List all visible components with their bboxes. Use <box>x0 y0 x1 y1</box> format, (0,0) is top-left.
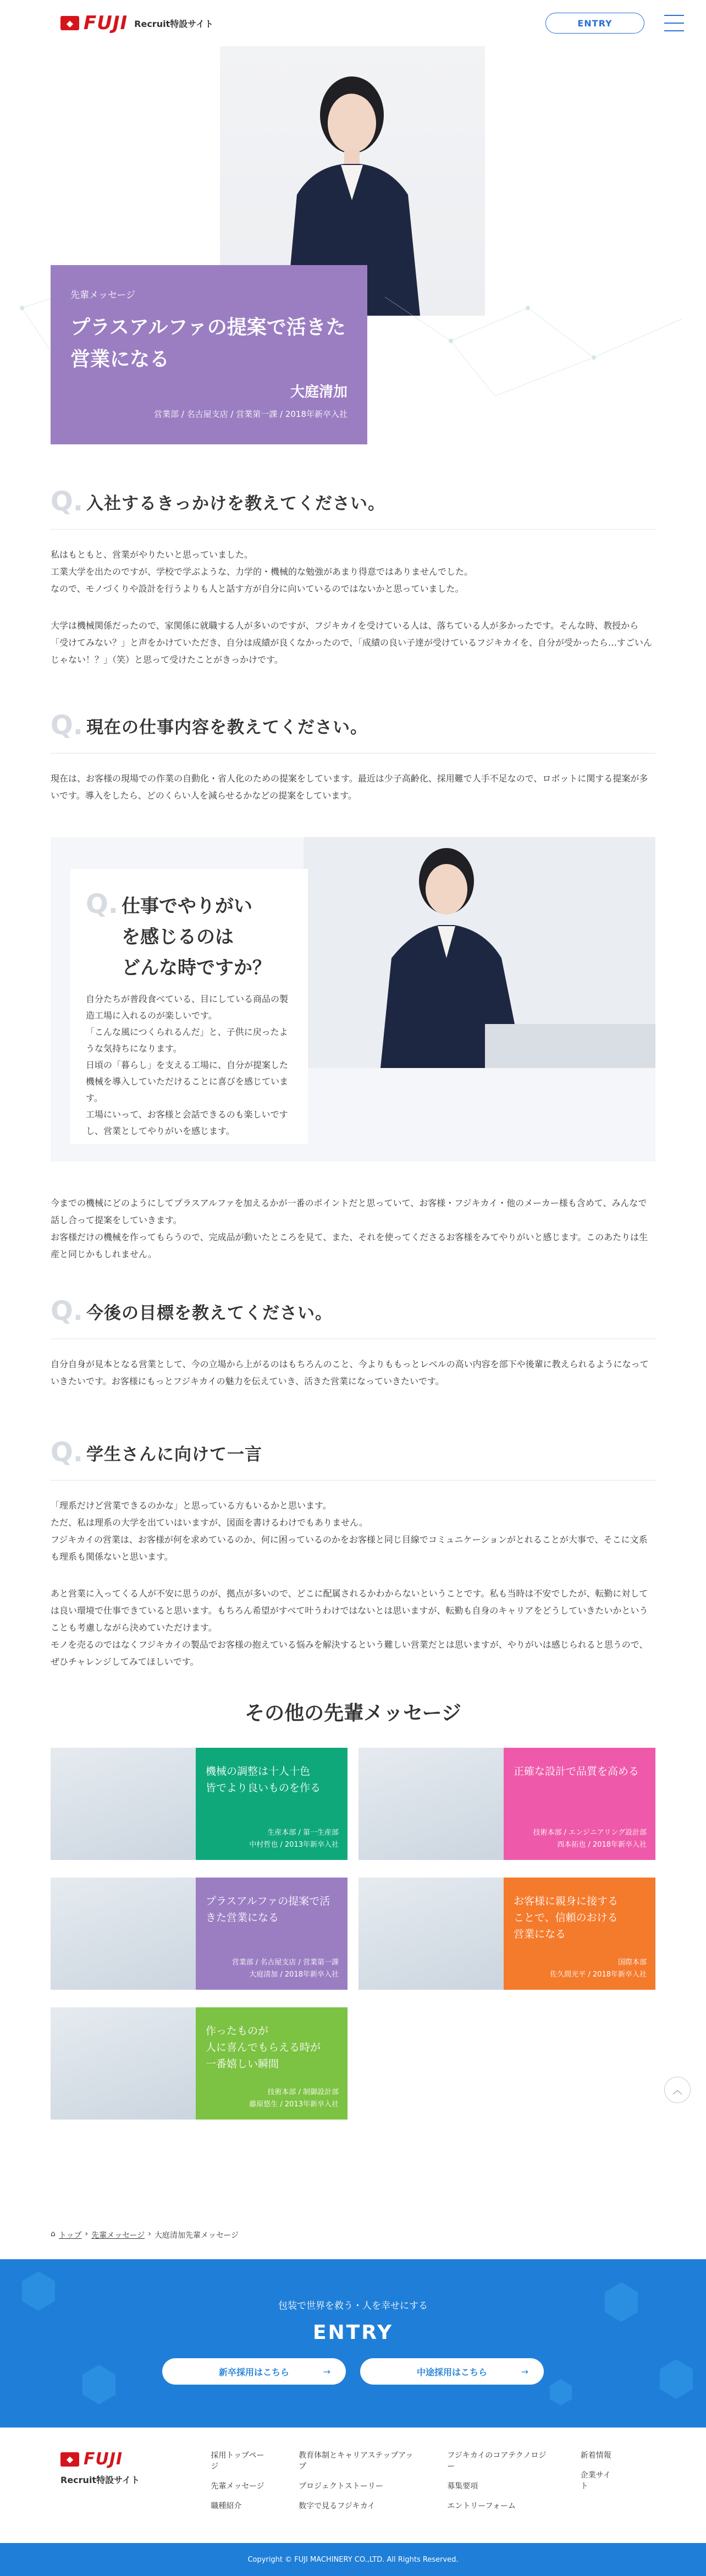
breadcrumb-home[interactable]: トップ <box>58 2231 82 2240</box>
question-title: 現在の仕事内容を教えてください。 <box>86 717 368 737</box>
footer-link[interactable]: エントリーフォーム <box>447 2502 516 2511</box>
card-dept: 技術本部 / 制御設計部 藤原悠生 / 2013年新卒入社 <box>249 2088 339 2109</box>
card-title: プラスアルファの提案で活 きた営業になる <box>206 1895 330 1924</box>
card-title: 機械の調整は十人十色 皆でより良いものを作る <box>206 1765 321 1794</box>
mid-career-entry-button[interactable] <box>360 2358 544 2385</box>
card-photo <box>358 1878 504 1990</box>
other-messages-grid <box>51 1748 655 2120</box>
card-box <box>196 1748 348 1860</box>
answer-paragraph: 「理系だけど営業できるのかな」と思っている方もいるかと思います。 ただ、私は理系の大学を出ていはいますが、図面を書けるわけでもありません。 フジキカイの営業は、お客様が何を求めているのか、何に困っているのかをお客様と同じ目線でコミュニケーションがとれることが大事で、そこに文系も理系も関係ないと思います。 <box>51 1500 648 1562</box>
fuji-emblem-icon: ◆ <box>60 2452 79 2467</box>
question-title: 今後の目標を教えてください。 <box>86 1303 333 1323</box>
logo-text: FUJI <box>84 12 128 34</box>
message-card[interactable] <box>51 2007 348 2120</box>
message-card[interactable] <box>51 1878 348 1990</box>
card-box <box>196 2007 348 2120</box>
breadcrumb-parent[interactable]: 先輩メッセージ <box>91 2231 145 2240</box>
card-photo <box>358 1748 504 1860</box>
site-header <box>0 0 706 46</box>
hero-tag: 先輩メッセージ <box>70 290 135 301</box>
hero <box>0 0 706 443</box>
message-card[interactable] <box>51 1748 348 1860</box>
footer-link[interactable]: 数字で見るフジキカイ <box>299 2502 376 2511</box>
header-entry-button[interactable]: ENTRY <box>545 13 644 34</box>
footer-links-col2 <box>299 2450 420 2543</box>
card-dept: 生産本部 / 第一生産部 中村哲也 / 2013年新卒入社 <box>249 1829 339 1849</box>
feature-photo <box>304 837 655 1068</box>
logo-text: FUJI <box>84 2450 123 2469</box>
qa-section-3 <box>51 1298 655 1390</box>
q-mark: Q. <box>51 1437 84 1468</box>
footer-links-col3 <box>447 2450 553 2543</box>
hexagon-pattern <box>0 2259 706 2428</box>
qa-section-4 <box>51 1439 655 1670</box>
logo-subtitle: Recruit特設サイト <box>134 18 214 29</box>
site-logo[interactable] <box>60 12 213 34</box>
footer-link[interactable]: フジキカイのコアテクノロジー <box>447 2451 547 2471</box>
footer-link[interactable]: 新着情報 <box>580 2451 611 2460</box>
message-card[interactable] <box>358 1748 655 1860</box>
fuji-emblem-icon: ◆ <box>60 16 79 30</box>
entry-band <box>0 2259 706 2428</box>
feature-block <box>51 837 655 1162</box>
footer-links-col1 <box>211 2450 271 2543</box>
q-mark: Q. <box>51 710 84 741</box>
arrow-right-icon: → <box>521 2366 528 2377</box>
hamburger-menu-icon[interactable] <box>664 15 684 31</box>
answer-paragraph: 私はもともと、営業がやりたいと思っていました。 工業大学を出たのですが、学校で学ぶような、力学的・機械的な勉強があまり得意ではありませんでした。 なので、モノづくりや設計を行うよりも人と話す方が自分に向いているのではないかと思っていました。 <box>51 549 473 594</box>
entry-subtitle: 包装で世界を救う・人を幸せにする <box>278 2300 428 2311</box>
footer-logo[interactable] <box>60 2450 211 2469</box>
card-title: お客様に親身に接する ことで、信頼のおける 営業になる <box>514 1895 619 1940</box>
card-photo <box>51 1748 196 1860</box>
footer-link[interactable]: 採用トップページ <box>211 2451 264 2471</box>
after-feature-section <box>51 1195 655 1263</box>
card-title: 作ったものが 人に喜んでもらえる時が 一番嬉しい瞬間 <box>206 2025 321 2070</box>
hero-message-card <box>51 265 367 444</box>
breadcrumb-separator: › <box>148 2230 151 2238</box>
q-mark: Q. <box>51 1296 84 1326</box>
feature-portrait-illustration <box>304 837 655 1068</box>
card-dept: 技術本部 / エンジニアリング設計部 西本拓也 / 2018年新卒入社 <box>533 1829 647 1849</box>
other-messages-title: その他の先輩メッセージ <box>245 1702 461 1725</box>
back-to-top-button[interactable]: ︿ <box>664 2077 691 2103</box>
breadcrumb-separator: › <box>85 2230 89 2238</box>
card-box <box>504 1878 655 1990</box>
question-title: 入社するきっかけを教えてください。 <box>86 493 386 514</box>
button-label: 新卒採用はこちら <box>218 2366 289 2377</box>
new-grad-entry-button[interactable] <box>162 2358 346 2385</box>
footer-link[interactable]: 職種紹介 <box>211 2502 242 2511</box>
footer-link[interactable]: 先輩メッセージ <box>211 2482 264 2491</box>
message-card[interactable] <box>358 1878 655 1990</box>
footer-link[interactable]: 企業サイト <box>580 2471 611 2491</box>
card-title: 正確な設計で品質を高める <box>514 1765 639 1777</box>
qa-section-2 <box>51 712 655 804</box>
hero-role: 営業部 / 名古屋支店 / 営業第一課 / 2018年新卒入社 <box>154 409 348 419</box>
footer <box>0 2428 706 2543</box>
card-box <box>196 1878 348 1990</box>
feature-card <box>70 869 308 1144</box>
card-box <box>504 1748 655 1860</box>
breadcrumb <box>51 2230 655 2241</box>
copyright: Copyright © FUJI MACHINERY CO.,LTD. All Rights Reserved. <box>0 2543 706 2576</box>
answer-paragraph: 今までの機械にどのようにしてプラスアルファを加えるかが一番のポイントだと思っていて、お客様・フジキカイ・他のメーカー様も含めて、みんなで話し合って提案をしていきます。 お客様だけの機械を作ってもらうので、完成品が動いたところを見て、また、それを使ってくださるお客様をみてやりがいと感じます。このあたりは生産と同じかもしれません。 <box>51 1198 648 1259</box>
button-label: 中途採用はこちら <box>416 2366 487 2377</box>
card-photo <box>51 1878 196 1990</box>
footer-link[interactable]: 募集要項 <box>447 2482 478 2491</box>
answer-paragraph: 大学は機械関係だったので、家関係に就職する人が多いのですが、フジキカイを受けている人は、落ちている人が多かったです。そんな時、教授から「受けてみない？」と声をかけていただき、自分は成績が良くなかったので、「成績の良い子達が受けているフジキカイを、自分が受かったら…すごいんじゃない！？」（笑）と思って受けたことがきっかけです。 <box>51 620 652 665</box>
footer-link[interactable]: プロジェクトストーリー <box>299 2482 383 2491</box>
answer-paragraph: 現在は、お客様の現場での作業の自動化・省人化のための提案をしています。最近は少子高齢化、採用難で人手不足なので、ロボットに関する提案が多いです。導入をしたら、どのくらい人を減らせるかなどの提案をしています。 <box>51 773 648 801</box>
card-dept: 国際本部 佐久間光平 / 2018年新卒入社 <box>550 1958 647 1979</box>
arrow-right-icon: → <box>323 2366 330 2377</box>
feature-title: 仕事でやりがい を感じるのは どんな時ですか？ <box>122 895 272 979</box>
feature-text: 自分たちが普段食べている、目にしている商品の製造工場に入れるのが楽しいです。 「こんな風につくられるんだ」と、子供に戻ったような気持ちになります。 日頃の「暮らし」を支える工場に、自分が提案した機械を導入していただけることに喜びを感じています。 工場にいって、お客様と会話できるのも楽しいですし、営業としてやりがいを感じます。 <box>86 994 289 1136</box>
q-mark: Q. <box>51 486 84 517</box>
question-title: 学生さんに向けて一言 <box>86 1444 263 1465</box>
footer-links-col4 <box>581 2450 618 2543</box>
footer-link[interactable]: 教育体制とキャリアステップアップ <box>299 2451 413 2471</box>
qa-section-1 <box>51 488 655 668</box>
hero-title: プラスアルファの提案で活きた 営業になる <box>70 316 346 371</box>
entry-title: ENTRY <box>312 2321 394 2344</box>
answer-paragraph: あと営業に入ってくる人が不安に思うのが、拠点が多いので、どこに配属されるかわからないということです。私も当時は不安でしたが、転勤に対しては良い環境で仕事できていると思います。もちろん希望がすべて叶うわけではないとは思いますが、転勤も自身のキャリアをどうしていきたいかということも考慮しながら決めていただけます。 モノを売るのではなくフジキカイの製品でお客様の抱えている悩みを解決するという難しい営業だとは思いますが、やりがいは感じられると思うので、ぜひチャレンジしてみてほしいです。 <box>51 1588 648 1667</box>
q-mark: Q. <box>86 889 119 920</box>
hero-name: 大庭清加 <box>290 384 348 400</box>
answer-paragraph: 自分自身が見本となる営業として、今の立場から上がるのはもちろんのこと、今よりももっとレベルの高い内容を部下や後輩に教えられるようになっていきたいです。お客様にもっとフジキカイの魅力を伝えていき、活きた営業になっていきたいです。 <box>51 1359 649 1386</box>
footer-logo-subtitle: Recruit特設サイト <box>60 2475 140 2485</box>
card-photo <box>51 2007 196 2120</box>
home-icon: ⌂ <box>51 2230 56 2238</box>
breadcrumb-current: 大庭清加先輩メッセージ <box>154 2231 239 2240</box>
card-dept: 営業部 / 名古屋支店 / 営業第一課 大庭清加 / 2018年新卒入社 <box>231 1958 339 1979</box>
